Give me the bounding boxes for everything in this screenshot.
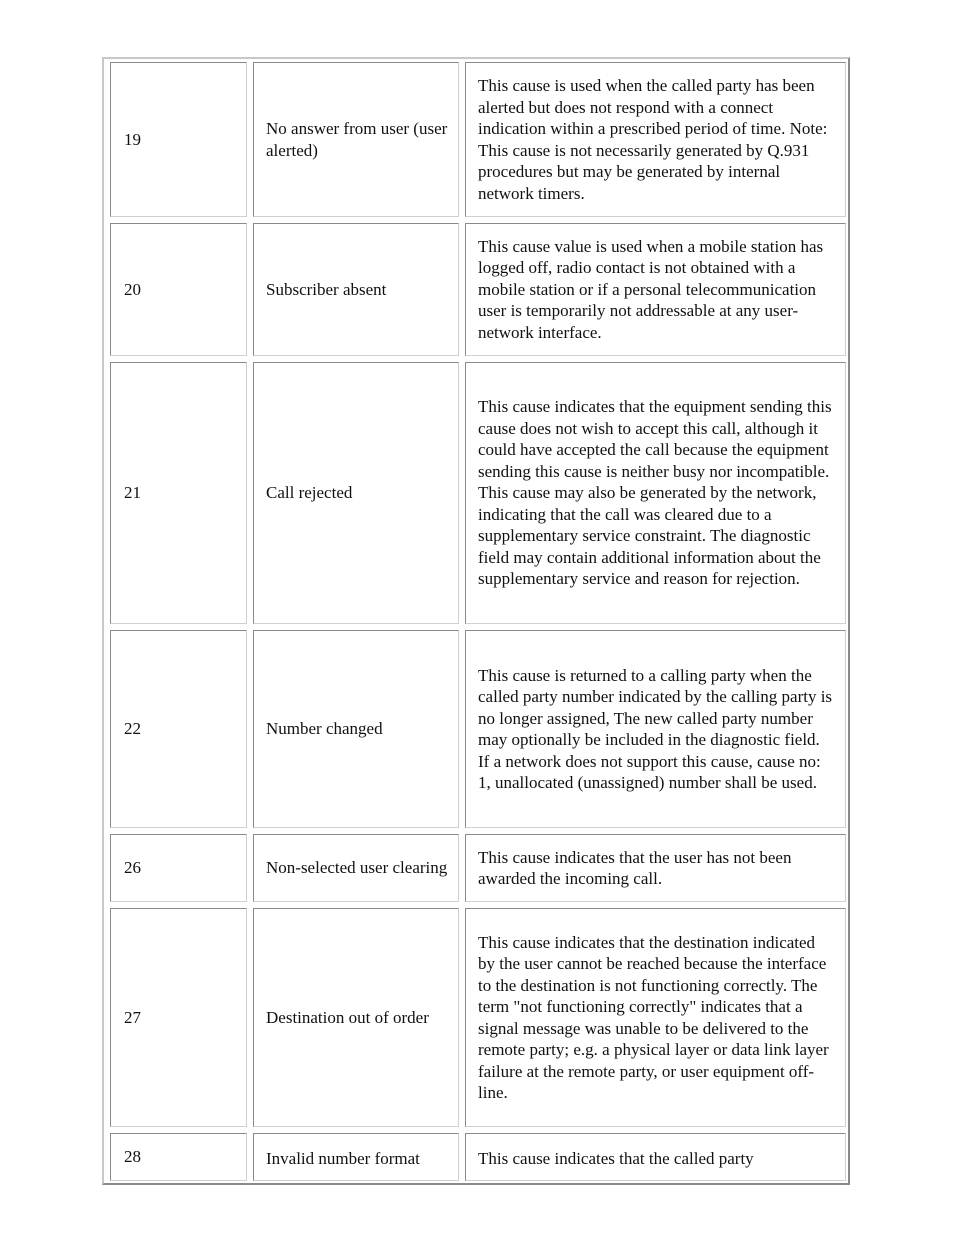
table-row	[104, 1133, 848, 1181]
cause-description: This cause indicates that the equipment sending this cause does not wish to accept this call, although it could have accepted the call because the equipment sending this cause is neither busy nor incompatible. This cause may also be generated by the network, indicating that the call was cleared due to a supplementary service constraint. The diagnostic field may contain additional information about the supplementary service and reason for rejection.	[478, 397, 832, 589]
cause-code-cell	[110, 630, 247, 828]
cause-code: 27	[124, 1007, 141, 1027]
cause-code-cell	[110, 1133, 247, 1181]
cause-description-cell	[465, 1133, 846, 1181]
cause-name-cell	[253, 362, 459, 624]
cause-code: 22	[124, 719, 141, 739]
table-row	[104, 908, 848, 1127]
cause-code-table	[102, 57, 850, 1185]
cause-description-cell	[465, 908, 846, 1127]
cause-description: This cause is returned to a calling party when the called party number indicated by the calling party is no longer assigned, The new called party number may optionally be included in the diagnostic field. If a network does not support this cause, cause no: 1, unallocated (unassigned) number shall be used.	[478, 665, 833, 792]
cause-name: Destination out of order	[266, 1007, 429, 1027]
cause-name: Call rejected	[266, 483, 353, 503]
cause-code-cell	[110, 223, 247, 356]
cause-description-cell	[465, 834, 846, 902]
cause-description: This cause value is used when a mobile station has logged off, radio contact is not obtained with a mobile station or if a personal telecommunication user is temporarily not addressable at any user-network interface.	[478, 236, 824, 342]
cause-code: 26	[124, 858, 141, 878]
cause-description-cell	[465, 223, 846, 356]
table-row	[104, 834, 848, 902]
cause-description: This cause indicates that the user has not been awarded the incoming call.	[478, 847, 792, 888]
cause-name: No answer from user (user alerted)	[266, 119, 448, 160]
cause-description-cell	[465, 362, 846, 624]
cause-code: 28	[124, 1147, 141, 1167]
cause-name-cell	[253, 62, 459, 217]
cause-code-cell	[110, 362, 247, 624]
table-row	[104, 223, 848, 356]
cause-name-cell	[253, 908, 459, 1127]
cause-code: 20	[124, 279, 141, 299]
cause-name: Subscriber absent	[266, 279, 387, 299]
cause-code-cell	[110, 834, 247, 902]
cause-code: 21	[124, 483, 141, 503]
cause-name: Number changed	[266, 719, 383, 739]
cause-name-cell	[253, 223, 459, 356]
cause-description-cell	[465, 630, 846, 828]
table-row	[104, 630, 848, 828]
table-row	[104, 62, 848, 217]
cause-name: Non-selected user clearing	[266, 858, 448, 878]
cause-description: This cause is used when the called party has been alerted but does not respond with a connect indication within a prescribed period of time. Note: This cause is not necessarily generated by Q.931 procedures but may be generated by internal network timers.	[478, 76, 828, 203]
cause-description: This cause indicates that the destination indicated by the user cannot be reached because the interface to the destination is not functioning correctly. The term "not functioning correctly" indicates that a signal message was unable to be delivered to the remote party; e.g. a physical layer or data link layer failure at the remote party, or user equipment off-line.	[478, 932, 829, 1102]
cause-description: This cause indicates that the called party	[478, 1149, 754, 1168]
cause-code-cell	[110, 908, 247, 1127]
cause-name-cell	[253, 1133, 459, 1181]
cause-name: Invalid number format	[266, 1149, 420, 1168]
table-row	[104, 362, 848, 624]
cause-name-cell	[253, 834, 459, 902]
cause-name-cell	[253, 630, 459, 828]
cause-description-cell	[465, 62, 846, 217]
cause-code: 19	[124, 129, 141, 149]
cause-code-cell	[110, 62, 247, 217]
